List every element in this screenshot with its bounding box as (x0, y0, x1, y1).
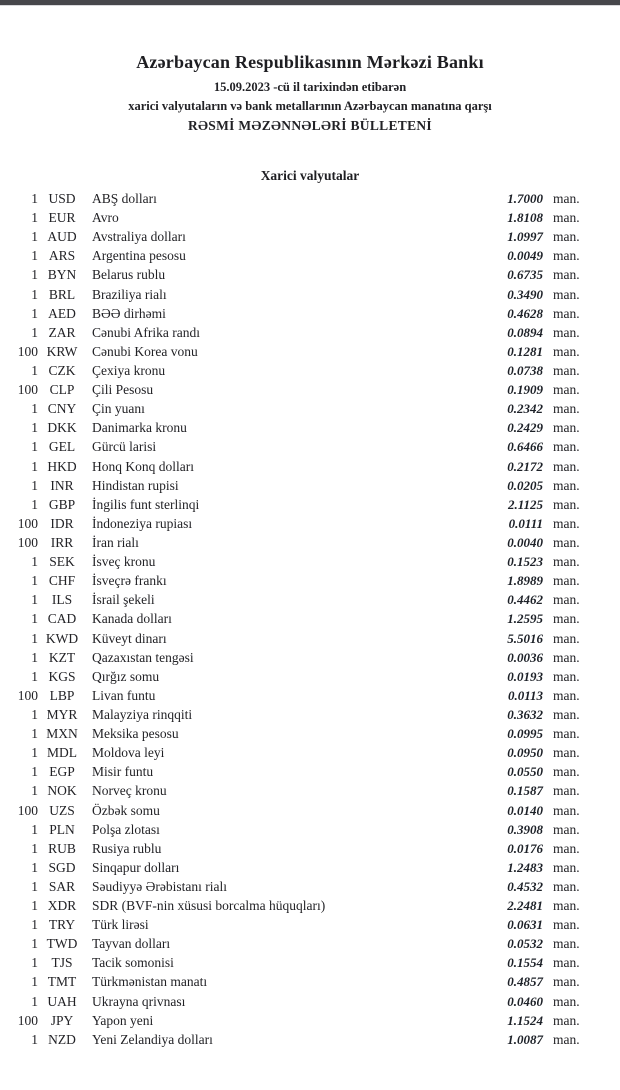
currency-code-cell: NZD (48, 1031, 76, 1047)
rate-value-cell: 1.8989 (507, 573, 543, 589)
rate-value-cell: 0.0550 (507, 764, 543, 780)
rate-value-cell: 0.0036 (507, 649, 543, 665)
table-row (0, 839, 593, 858)
quantity-cell: 1 (31, 477, 38, 493)
unit-cell: man. (553, 687, 580, 703)
currency-code-cell: CNY (47, 401, 77, 417)
currency-name-cell: Avro (92, 210, 119, 226)
currency-name-cell: İndoneziya rupiası (92, 515, 193, 531)
currency-code-cell: PLN (49, 821, 75, 837)
currency-code-cell: IRR (50, 534, 74, 550)
table-row (0, 457, 593, 476)
currency-name-cell: Avstraliya dolları (92, 229, 186, 245)
table-row (0, 227, 593, 246)
currency-code-cell: KZT (48, 649, 76, 665)
table-row (0, 189, 593, 208)
currency-name-cell: Polşa zlotası (92, 821, 160, 837)
table-row (0, 877, 593, 896)
currency-name-cell: Sinqapur dolları (92, 859, 180, 875)
quantity-cell: 1 (31, 248, 38, 264)
rate-value-cell: 0.1909 (507, 382, 543, 398)
table-row (0, 705, 593, 724)
unit-cell: man. (553, 267, 580, 283)
unit-cell: man. (553, 936, 580, 952)
quantity-cell: 1 (31, 286, 38, 302)
rate-value-cell: 0.0113 (507, 687, 543, 703)
unit-cell: man. (553, 726, 580, 742)
currency-name-cell: Braziliya rialı (92, 286, 167, 302)
quantity-cell: 1 (31, 229, 38, 245)
rate-value-cell: 1.7000 (507, 191, 543, 206)
unit-cell: man. (553, 706, 580, 722)
quantity-cell: 1 (31, 210, 38, 226)
currency-name-cell: Honq Konq dolları (92, 458, 194, 474)
unit-cell: man. (553, 821, 580, 837)
rate-value-cell: 0.0193 (507, 668, 543, 684)
table-row (0, 724, 593, 743)
quantity-cell: 1 (31, 458, 38, 474)
unit-cell: man. (553, 229, 580, 245)
rate-value-cell: 1.0997 (507, 229, 543, 245)
currency-name-cell: Gürcü larisi (92, 439, 157, 455)
currency-code-cell: UAH (47, 993, 77, 1009)
currency-code-cell: TMT (47, 974, 77, 990)
unit-cell: man. (553, 955, 580, 971)
quantity-cell: 100 (17, 534, 38, 550)
unit-cell: man. (553, 592, 580, 608)
table-row (0, 323, 593, 342)
currency-code-cell: DKK (47, 420, 77, 436)
currency-code-cell: CAD (47, 611, 77, 627)
quantity-cell: 1 (31, 783, 38, 799)
rate-value-cell: 0.3490 (507, 286, 543, 302)
table-row (0, 1030, 593, 1049)
rate-value-cell: 0.2172 (507, 458, 543, 474)
table-row (0, 667, 593, 686)
unit-cell: man. (553, 878, 580, 894)
currency-code-cell: EUR (48, 210, 76, 226)
rate-value-cell: 0.6466 (507, 439, 543, 455)
bulletin-title: RƏSMİ MƏZƏNNƏLƏRİ BÜLLETENİ (187, 118, 432, 133)
currency-name-cell: Tayvan dolları (92, 936, 171, 952)
quantity-cell: 1 (31, 936, 38, 952)
currency-name-cell: Ukrayna qrivnası (92, 993, 186, 1009)
currency-name-cell: Misir funtu (92, 764, 154, 780)
currency-code-cell: UZS (49, 802, 75, 818)
currency-code-cell: ILS (51, 592, 73, 608)
table-row (0, 858, 593, 877)
unit-cell: man. (553, 439, 580, 455)
table-row (0, 418, 593, 437)
rate-value-cell: 0.0950 (507, 745, 543, 761)
quantity-cell: 1 (31, 420, 38, 436)
table-row (0, 208, 593, 227)
currency-name-cell: Yapon yeni (92, 1012, 154, 1028)
unit-cell: man. (553, 420, 580, 436)
unit-cell: man. (553, 649, 580, 665)
unit-cell: man. (553, 401, 580, 417)
rate-value-cell: 0.0631 (507, 917, 543, 933)
quantity-cell: 1 (31, 496, 38, 512)
quantity-cell: 1 (31, 974, 38, 990)
quantity-cell: 100 (17, 382, 38, 398)
unit-cell: man. (553, 382, 580, 398)
currency-code-cell: ZAR (48, 324, 76, 340)
table-row (0, 437, 593, 456)
unit-cell: man. (553, 668, 580, 684)
table-row (0, 686, 593, 705)
rate-value-cell: 1.8108 (507, 210, 543, 226)
table-row (0, 476, 593, 495)
unit-cell: man. (553, 496, 580, 512)
currency-name-cell: Belarus rublu (92, 267, 166, 283)
quantity-cell: 1 (31, 668, 38, 684)
currency-code-cell: GBP (48, 496, 76, 512)
table-row (0, 265, 593, 284)
table-row (0, 495, 593, 514)
table-row (0, 246, 593, 265)
currency-code-cell: USD (48, 191, 76, 206)
rate-value-cell: 0.0532 (507, 936, 543, 952)
currency-name-cell: Qırğız somu (92, 668, 160, 684)
quantity-cell: 1 (31, 859, 38, 875)
rate-value-cell: 0.0049 (507, 248, 543, 264)
rate-value-cell: 0.1554 (507, 955, 543, 971)
table-row (0, 590, 593, 609)
currency-name-cell: Rusiya rublu (92, 840, 162, 856)
unit-cell: man. (553, 802, 580, 818)
currency-code-cell: NOK (47, 783, 77, 799)
table-row (0, 896, 593, 915)
currency-code-cell: ARS (48, 248, 76, 264)
rate-value-cell: 0.3632 (507, 706, 543, 722)
rate-value-cell: 0.4628 (507, 305, 543, 321)
table-row (0, 399, 593, 418)
quantity-cell: 1 (31, 554, 38, 570)
rate-value-cell: 0.0040 (507, 534, 543, 550)
quantity-cell: 1 (31, 324, 38, 340)
rate-value-cell: 1.2595 (507, 611, 543, 627)
currency-name-cell: Çin yuanı (92, 401, 145, 417)
rate-value-cell: 0.0140 (507, 802, 543, 818)
rate-value-cell: 5.5016 (507, 630, 543, 646)
quantity-cell: 1 (31, 573, 38, 589)
rate-value-cell: 0.1281 (507, 343, 543, 359)
quantity-cell: 1 (31, 955, 38, 971)
currency-name-cell: Malayziya rinqqiti (92, 706, 193, 722)
currency-code-cell: LBP (49, 687, 75, 703)
currency-code-cell: SAR (48, 878, 76, 894)
currency-name-cell: Cənubi Korea vonu (92, 343, 198, 359)
unit-cell: man. (553, 783, 580, 799)
table-row (0, 552, 593, 571)
quantity-cell: 1 (31, 993, 38, 1009)
currency-code-cell: CZK (48, 362, 76, 378)
rate-value-cell: 0.2342 (507, 401, 543, 417)
currency-name-cell: Danimarka kronu (92, 420, 187, 436)
currency-name-cell: Türkmənistan manatı (92, 974, 208, 990)
quantity-cell: 1 (31, 439, 38, 455)
quantity-cell: 1 (31, 898, 38, 914)
quantity-cell: 1 (31, 191, 38, 206)
currency-name-cell: SDR (BVF-nin xüsusi borcalma hüquqları) (92, 898, 326, 914)
currency-name-cell: İsrail şekeli (92, 592, 155, 608)
table-row (0, 915, 593, 934)
currency-code-cell: JPY (50, 1012, 74, 1028)
quantity-cell: 1 (31, 764, 38, 780)
document-header (0, 51, 620, 135)
rate-value-cell: 0.0176 (507, 840, 543, 856)
currency-code-cell: CLP (49, 382, 75, 398)
quantity-cell: 100 (17, 802, 38, 818)
effective-date-line: 15.09.2023 -cü il tarixindən etibarən (213, 80, 407, 94)
table-row (0, 743, 593, 762)
table-row (0, 514, 593, 533)
rate-value-cell: 2.1125 (507, 496, 543, 512)
currency-name-cell: BƏƏ dirhəmi (92, 305, 166, 321)
currency-code-cell: MXN (46, 726, 78, 742)
unit-cell: man. (553, 191, 580, 206)
unit-cell: man. (553, 534, 580, 550)
currency-name-cell: İsveç kronu (92, 554, 156, 570)
quantity-cell: 1 (31, 1031, 38, 1047)
currency-code-cell: BRL (48, 286, 76, 302)
rate-value-cell: 0.0995 (507, 726, 543, 742)
quantity-cell: 1 (31, 630, 38, 646)
rate-value-cell: 0.2429 (507, 420, 543, 436)
unit-cell: man. (553, 764, 580, 780)
currency-name-cell: ABŞ dolları (92, 191, 157, 206)
currency-code-cell: TJS (51, 955, 73, 971)
section-title-foreign-currencies: Xarici valyutalar (260, 168, 360, 183)
rate-value-cell: 1.0087 (507, 1031, 543, 1047)
quantity-cell: 1 (31, 305, 38, 321)
bank-name-title: Azərbaycan Respublikasının Mərkəzi Bankı (136, 52, 484, 72)
currency-code-cell: AED (48, 305, 76, 321)
unit-cell: man. (553, 305, 580, 321)
table-row (0, 361, 593, 380)
currency-name-cell: Meksika pesosu (92, 726, 179, 742)
rate-value-cell: 0.0894 (507, 324, 543, 340)
currency-code-cell: CHF (48, 573, 76, 589)
currency-name-cell: Norveç kronu (92, 783, 167, 799)
currency-code-cell: IDR (50, 515, 74, 531)
currency-name-cell: Livan funtu (92, 687, 156, 703)
unit-cell: man. (553, 1031, 580, 1047)
unit-cell: man. (553, 458, 580, 474)
rate-value-cell: 0.4532 (507, 878, 543, 894)
quantity-cell: 1 (31, 592, 38, 608)
currency-code-cell: RUB (48, 840, 76, 856)
currency-name-cell: İran rialı (92, 534, 139, 550)
table-row (0, 992, 593, 1011)
table-row (0, 304, 593, 323)
unit-cell: man. (553, 630, 580, 646)
currency-name-cell: Cənubi Afrika randı (92, 324, 200, 340)
rate-value-cell: 0.0205 (507, 477, 543, 493)
unit-cell: man. (553, 554, 580, 570)
unit-cell: man. (553, 859, 580, 875)
table-row (0, 953, 593, 972)
currency-name-cell: Tacik somonisi (92, 955, 174, 971)
currency-name-cell: İngilis funt sterlinqi (92, 496, 200, 512)
currency-code-cell: MDL (47, 745, 77, 761)
currency-code-cell: EGP (49, 764, 75, 780)
quantity-cell: 1 (31, 917, 38, 933)
currency-name-cell: Türk lirəsi (92, 917, 149, 933)
exchange-rates-table (0, 189, 593, 1049)
quantity-cell: 1 (31, 706, 38, 722)
unit-cell: man. (553, 362, 580, 378)
currency-code-cell: GEL (48, 439, 76, 455)
table-row (0, 820, 593, 839)
rate-value-cell: 0.1587 (507, 783, 543, 799)
quantity-cell: 1 (31, 745, 38, 761)
table-row (0, 801, 593, 820)
currency-code-cell: XDR (47, 898, 77, 914)
table-row (0, 1011, 593, 1030)
quantity-cell: 100 (17, 687, 38, 703)
currency-name-cell: Kanada dolları (92, 611, 172, 627)
currency-name-cell: Səudiyyə Ərəbistanı rialı (92, 878, 227, 894)
subject-line: xarici valyutaların və bank metallarının Azərbaycan manatına qarşı (128, 99, 492, 113)
quantity-cell: 1 (31, 362, 38, 378)
currency-name-cell: Çexiya kronu (92, 362, 166, 378)
unit-cell: man. (553, 573, 580, 589)
quantity-cell: 100 (17, 1012, 38, 1028)
rate-value-cell: 0.6735 (507, 267, 543, 283)
quantity-cell: 100 (17, 343, 38, 359)
unit-cell: man. (553, 324, 580, 340)
table-row (0, 629, 593, 648)
currency-code-cell: KGS (48, 668, 76, 684)
unit-cell: man. (553, 248, 580, 264)
currency-name-cell: Yeni Zelandiya dolları (92, 1031, 213, 1047)
currency-code-cell: BYN (47, 267, 77, 283)
currency-name-cell: Argentina pesosu (92, 248, 186, 264)
quantity-cell: 1 (31, 878, 38, 894)
table-row (0, 285, 593, 304)
unit-cell: man. (553, 1012, 580, 1028)
table-row (0, 781, 593, 800)
unit-cell: man. (553, 898, 580, 914)
rate-value-cell: 0.3908 (507, 821, 543, 837)
currency-name-cell: Çili Pesosu (92, 382, 154, 398)
unit-cell: man. (553, 515, 580, 531)
currency-code-cell: SGD (48, 859, 76, 875)
currency-code-cell: KWD (45, 630, 79, 646)
table-row (0, 609, 593, 628)
rate-value-cell: 0.4857 (507, 974, 543, 990)
rate-value-cell: 1.1524 (507, 1012, 543, 1028)
currency-code-cell: TRY (48, 917, 76, 933)
unit-cell: man. (553, 286, 580, 302)
table-row (0, 342, 593, 361)
currency-name-cell: Hindistan rupisi (92, 477, 179, 493)
currency-name-cell: İsveçrə frankı (92, 573, 167, 589)
quantity-cell: 100 (17, 515, 38, 531)
unit-cell: man. (553, 210, 580, 226)
currency-code-cell: KRW (46, 343, 78, 359)
unit-cell: man. (553, 917, 580, 933)
quantity-cell: 1 (31, 726, 38, 742)
bulletin-document (0, 5, 620, 1049)
table-row (0, 533, 593, 552)
currency-code-cell: SEK (49, 554, 75, 570)
quantity-cell: 1 (31, 840, 38, 856)
currency-name-cell: Özbək somu (92, 802, 160, 818)
currency-code-cell: AUD (47, 229, 77, 245)
unit-cell: man. (553, 745, 580, 761)
unit-cell: man. (553, 993, 580, 1009)
currency-name-cell: Küveyt dinarı (92, 630, 167, 646)
unit-cell: man. (553, 840, 580, 856)
unit-cell: man. (553, 343, 580, 359)
rate-value-cell: 1.2483 (507, 859, 543, 875)
rate-value-cell: 0.1523 (507, 554, 543, 570)
rate-value-cell: 2.2481 (507, 898, 543, 914)
table-row (0, 571, 593, 590)
rate-value-cell: 0.4462 (507, 592, 543, 608)
quantity-cell: 1 (31, 649, 38, 665)
quantity-cell: 1 (31, 267, 38, 283)
quantity-cell: 1 (31, 611, 38, 627)
currency-name-cell: Moldova leyi (92, 745, 165, 761)
rate-value-cell: 0.0111 (508, 515, 543, 531)
currency-name-cell: Qazaxıstan tengəsi (92, 649, 194, 665)
unit-cell: man. (553, 611, 580, 627)
quantity-cell: 1 (31, 401, 38, 417)
currency-code-cell: INR (50, 477, 74, 493)
table-row (0, 380, 593, 399)
rate-value-cell: 0.0460 (507, 993, 543, 1009)
table-row (0, 648, 593, 667)
quantity-cell: 1 (31, 821, 38, 837)
currency-code-cell: HKD (47, 458, 77, 474)
unit-cell: man. (553, 974, 580, 990)
table-row (0, 972, 593, 991)
rate-value-cell: 0.0738 (507, 362, 543, 378)
table-row (0, 934, 593, 953)
currency-code-cell: TWD (46, 936, 78, 952)
unit-cell: man. (553, 477, 580, 493)
currency-code-cell: MYR (46, 706, 78, 722)
table-row (0, 762, 593, 781)
